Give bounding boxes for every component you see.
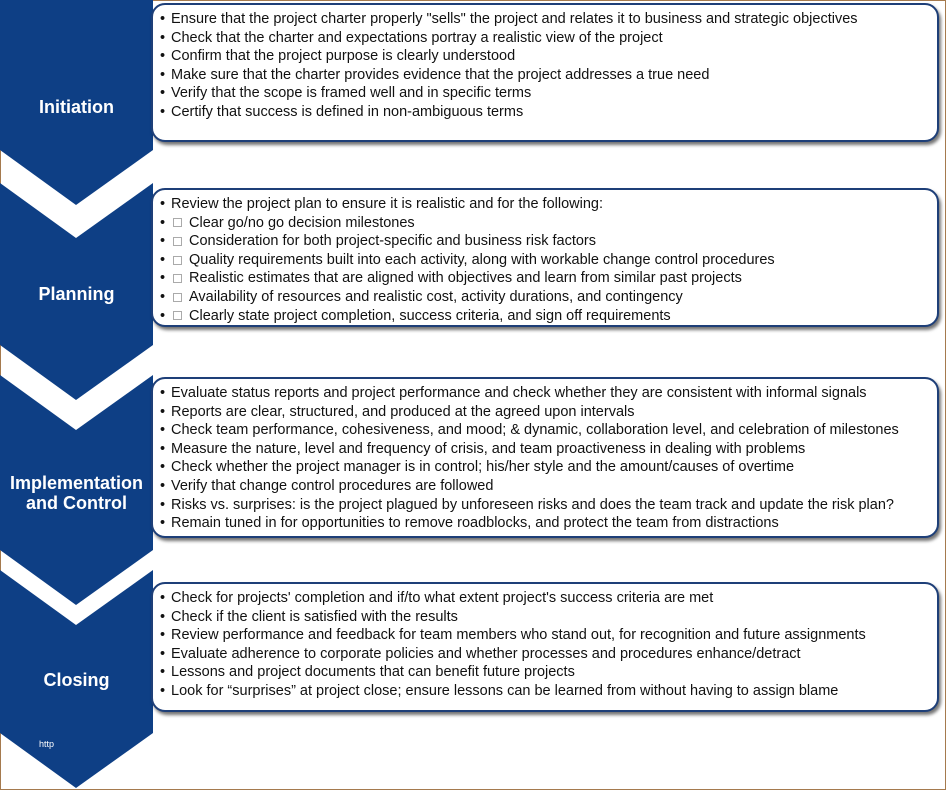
checklist-item — [160, 307, 933, 326]
checklist-item — [160, 84, 933, 103]
checklist-item — [160, 458, 933, 477]
checklist-item — [160, 645, 933, 664]
bullet-icon: • — [160, 85, 166, 102]
bullet-icon: • — [160, 422, 166, 439]
checklist-item-text: Ensure that the project charter properly "sells" the project and relates it to business and strategic objectives — [171, 11, 858, 27]
checklist-item-text: Availability of resources and realistic cost, activity durations, and contingency — [189, 288, 683, 305]
checklist-item-text: Certify that success is defined in non-ambiguous terms — [171, 103, 524, 120]
checklist-item-text: Check whether the project manager is in control; his/her style and the amount/causes of overtime — [171, 459, 795, 476]
bullet-icon: • — [160, 196, 166, 212]
checklist-item — [160, 66, 933, 85]
bullet-icon: • — [160, 590, 166, 606]
checkbox-icon — [173, 293, 182, 302]
bullet-icon: • — [160, 11, 166, 27]
bullet-icon: • — [160, 214, 166, 231]
bullet-icon: • — [160, 496, 166, 513]
checkbox-icon — [173, 218, 182, 227]
checklist-item — [160, 103, 933, 122]
bullet-icon: • — [160, 440, 166, 457]
planning-box — [151, 188, 939, 327]
checklist-item — [160, 663, 933, 682]
checklist-item-text: Clear go/no go decision milestones — [189, 214, 415, 231]
checklist-item — [160, 477, 933, 496]
closing-box — [151, 582, 939, 712]
checklist-item-text: Confirm that the project purpose is clearly understood — [171, 48, 516, 65]
phase-label-line: Implementation — [9, 473, 143, 493]
bullet-icon: • — [160, 627, 166, 644]
checklist-item — [160, 29, 933, 48]
checklist-item-text: Evaluate status reports and project performance and check whether they are consistent with informal signals — [171, 385, 867, 401]
checklist-item-text: Verify that change control procedures are followed — [171, 477, 494, 494]
checklist-item — [160, 288, 933, 307]
checklist-item — [160, 626, 933, 645]
checkbox-icon — [173, 256, 182, 265]
implementation-box — [151, 377, 939, 538]
bullet-icon: • — [160, 233, 166, 250]
planning-checklist — [153, 190, 937, 325]
phase-label-initiation: Initiation — [39, 97, 114, 117]
phase-label-implementation — [0, 473, 153, 513]
checklist-item — [160, 195, 933, 214]
checklist-item-text: Review performance and feedback for team members who stand out, for recognition and future assignments — [171, 627, 866, 644]
checkbox-icon — [173, 274, 182, 283]
bullet-icon: • — [160, 515, 166, 532]
closing-checklist — [153, 584, 937, 701]
checklist-item — [160, 269, 933, 288]
checklist-item — [160, 608, 933, 627]
checklist-item — [160, 384, 933, 403]
checklist-item — [160, 214, 933, 233]
checklist-item-text: Look for “surprises” at project close; ensure lessons can be learned from without having to assign blame — [171, 682, 839, 699]
checklist-item — [160, 682, 933, 701]
bullet-icon: • — [160, 270, 166, 287]
checklist-item-text: Consideration for both project-specific and business risk factors — [189, 233, 596, 250]
checklist-item — [160, 47, 933, 66]
bullet-icon: • — [160, 608, 166, 625]
checklist-item-text: Remain tuned in for opportunities to remove roadblocks, and protect the team from distractions — [171, 515, 779, 532]
checklist-item — [160, 496, 933, 515]
bullet-icon: • — [160, 29, 166, 46]
bullet-icon: • — [160, 307, 166, 324]
implementation-checklist — [153, 379, 937, 533]
bullet-icon: • — [160, 477, 166, 494]
checklist-item-text: Risks vs. surprises: is the project plagued by unforeseen risks and does the team track and update the risk plan? — [171, 496, 894, 513]
checklist-item-text: Make sure that the charter provides evidence that the project addresses a true need — [171, 66, 710, 83]
checklist-item — [160, 514, 933, 533]
checklist-item-text: Evaluate adherence to corporate policies and whether processes and procedures enhance/detract — [171, 645, 801, 662]
checklist-item-text: Clearly state project completion, success criteria, and sign off requirements — [189, 307, 671, 324]
checkbox-icon — [173, 237, 182, 246]
phase-label-line: and Control — [26, 493, 127, 513]
bullet-icon: • — [160, 66, 166, 83]
checklist-item-text: Lessons and project documents that can benefit future projects — [171, 664, 575, 681]
bullet-icon: • — [160, 459, 166, 476]
bullet-icon: • — [160, 664, 166, 681]
bullet-icon: • — [160, 288, 166, 305]
checklist-item — [160, 440, 933, 459]
checklist-item-text: Realistic estimates that are aligned with objectives and learn from similar past projects — [189, 270, 742, 287]
checklist-item-text: Reports are clear, structured, and produced at the agreed upon intervals — [171, 403, 635, 420]
checkbox-icon — [173, 311, 182, 320]
bullet-icon: • — [160, 385, 166, 401]
checklist-item — [160, 232, 933, 251]
initiation-box — [151, 3, 939, 142]
bullet-icon: • — [160, 48, 166, 65]
checklist-item-text: Review the project plan to ensure it is realistic and for the following: — [171, 196, 603, 212]
checklist-item-text: Quality requirements built into each activity, along with workable change control procedures — [189, 251, 775, 268]
checklist-item — [160, 251, 933, 270]
bullet-icon: • — [160, 645, 166, 662]
bullet-icon: • — [160, 103, 166, 120]
checklist-item-text: Verify that the scope is framed well and in specific terms — [171, 85, 532, 102]
checklist-item-text: Check that the charter and expectations portray a realistic view of the project — [171, 29, 663, 46]
bullet-icon: • — [160, 403, 166, 420]
checklist-item — [160, 403, 933, 422]
checklist-item — [160, 10, 933, 29]
bullet-icon: • — [160, 251, 166, 268]
bullet-icon: • — [160, 682, 166, 699]
phase-label-planning: Planning — [38, 284, 115, 304]
checklist-item-text: Measure the nature, level and frequency of crisis, and team proactiveness in dealing with problems — [171, 440, 806, 457]
footnote: http — [39, 739, 55, 749]
phase-label-closing: Closing — [43, 670, 110, 690]
checklist-item-text: Check for projects' completion and if/to what extent project's success criteria are met — [171, 590, 714, 606]
initiation-checklist — [153, 5, 937, 122]
checklist-item — [160, 589, 933, 608]
checklist-item-text: Check if the client is satisfied with the results — [171, 608, 458, 625]
checklist-item — [160, 421, 933, 440]
checklist-item-text: Check team performance, cohesiveness, and mood; & dynamic, collaboration level, and celebration of milestones — [171, 422, 899, 439]
